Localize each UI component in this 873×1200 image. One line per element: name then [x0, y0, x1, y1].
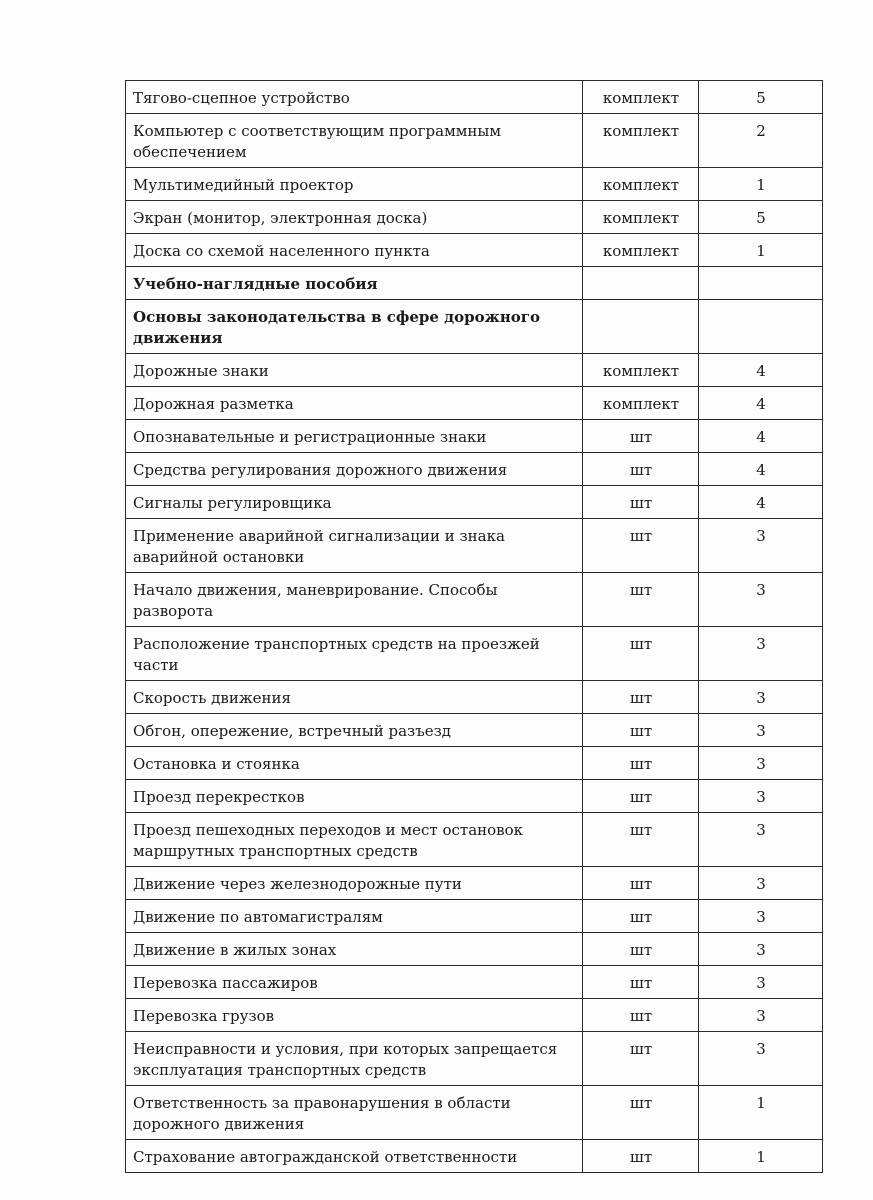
unit-cell: комплект: [583, 387, 699, 420]
unit-cell: шт: [583, 681, 699, 714]
quantity-cell: 3: [699, 867, 823, 900]
section-row: [126, 300, 823, 354]
unit-cell: шт: [583, 933, 699, 966]
unit-cell: шт: [583, 486, 699, 519]
unit-cell: шт: [583, 747, 699, 780]
quantity-cell: 3: [699, 519, 823, 573]
unit-cell: шт: [583, 420, 699, 453]
quantity-cell: 4: [699, 387, 823, 420]
table-row: [126, 234, 823, 267]
quantity-cell: 4: [699, 354, 823, 387]
unit-cell: шт: [583, 867, 699, 900]
item-name-cell: Опознавательные и регистрационные знаки: [126, 420, 583, 453]
item-name-cell: Движение в жилых зонах: [126, 933, 583, 966]
item-name-cell: Проезд перекрестков: [126, 780, 583, 813]
item-name-cell: Доска со схемой населенного пункта: [126, 234, 583, 267]
item-name-cell: Мультимедийный проектор: [126, 168, 583, 201]
item-name-cell: Расположение транспортных средств на проезжей части: [126, 627, 583, 681]
item-name-cell: Учебно-наглядные пособия: [126, 267, 583, 300]
table-row: [126, 780, 823, 813]
unit-cell: шт: [583, 1086, 699, 1140]
table-row: [126, 867, 823, 900]
item-name-cell: Применение аварийной сигнализации и знака аварийной остановки: [126, 519, 583, 573]
quantity-cell: 4: [699, 420, 823, 453]
quantity-cell: 3: [699, 933, 823, 966]
item-name-cell: Дорожные знаки: [126, 354, 583, 387]
table-row: [126, 1032, 823, 1086]
quantity-cell: [699, 267, 823, 300]
table-row: [126, 420, 823, 453]
item-name-cell: Тягово-сцепное устройство: [126, 81, 583, 114]
item-name-cell: Перевозка пассажиров: [126, 966, 583, 999]
item-name-cell: Сигналы регулировщика: [126, 486, 583, 519]
item-name-cell: Движение по автомагистралям: [126, 900, 583, 933]
equipment-table-body: [126, 81, 823, 1173]
unit-cell: шт: [583, 1032, 699, 1086]
quantity-cell: 3: [699, 966, 823, 999]
table-row: [126, 201, 823, 234]
table-row: [126, 1086, 823, 1140]
item-name-cell: Обгон, опережение, встречный разъезд: [126, 714, 583, 747]
table-row: [126, 1140, 823, 1173]
quantity-cell: 2: [699, 114, 823, 168]
quantity-cell: 4: [699, 486, 823, 519]
quantity-cell: 3: [699, 714, 823, 747]
table-row: [126, 966, 823, 999]
item-name-cell: Перевозка грузов: [126, 999, 583, 1032]
quantity-cell: 3: [699, 780, 823, 813]
unit-cell: шт: [583, 627, 699, 681]
table-row: [126, 573, 823, 627]
table-row: [126, 681, 823, 714]
table-row: [126, 999, 823, 1032]
table-row: [126, 714, 823, 747]
item-name-cell: Основы законодательства в сфере дорожного движения: [126, 300, 583, 354]
table-row: [126, 81, 823, 114]
item-name-cell: Средства регулирования дорожного движения: [126, 453, 583, 486]
table-row: [126, 813, 823, 867]
quantity-cell: 3: [699, 900, 823, 933]
quantity-cell: 1: [699, 234, 823, 267]
table-row: [126, 486, 823, 519]
item-name-cell: Компьютер с соответствующим программным обеспечением: [126, 114, 583, 168]
item-name-cell: Неисправности и условия, при которых запрещается эксплуатация транспортных средств: [126, 1032, 583, 1086]
unit-cell: шт: [583, 813, 699, 867]
unit-cell: шт: [583, 780, 699, 813]
unit-cell: комплект: [583, 234, 699, 267]
quantity-cell: 1: [699, 168, 823, 201]
unit-cell: [583, 267, 699, 300]
unit-cell: шт: [583, 900, 699, 933]
unit-cell: комплект: [583, 201, 699, 234]
unit-cell: шт: [583, 453, 699, 486]
item-name-cell: Экран (монитор, электронная доска): [126, 201, 583, 234]
table-row: [126, 168, 823, 201]
table-row: [126, 387, 823, 420]
item-name-cell: Проезд пешеходных переходов и мест остановок маршрутных транспортных средств: [126, 813, 583, 867]
quantity-cell: 4: [699, 453, 823, 486]
unit-cell: [583, 300, 699, 354]
quantity-cell: 1: [699, 1086, 823, 1140]
table-row: [126, 354, 823, 387]
quantity-cell: 3: [699, 681, 823, 714]
unit-cell: шт: [583, 714, 699, 747]
quantity-cell: 5: [699, 201, 823, 234]
item-name-cell: Движение через железнодорожные пути: [126, 867, 583, 900]
quantity-cell: 1: [699, 1140, 823, 1173]
quantity-cell: 3: [699, 1032, 823, 1086]
table-row: [126, 627, 823, 681]
unit-cell: комплект: [583, 114, 699, 168]
table-row: [126, 519, 823, 573]
unit-cell: шт: [583, 999, 699, 1032]
table-row: [126, 900, 823, 933]
unit-cell: шт: [583, 1140, 699, 1173]
quantity-cell: 3: [699, 999, 823, 1032]
table-row: [126, 453, 823, 486]
section-row: [126, 267, 823, 300]
unit-cell: шт: [583, 573, 699, 627]
quantity-cell: 3: [699, 627, 823, 681]
quantity-cell: 5: [699, 81, 823, 114]
item-name-cell: Остановка и стоянка: [126, 747, 583, 780]
quantity-cell: 3: [699, 573, 823, 627]
unit-cell: комплект: [583, 354, 699, 387]
item-name-cell: Начало движения, маневрирование. Способы разворота: [126, 573, 583, 627]
item-name-cell: Дорожная разметка: [126, 387, 583, 420]
unit-cell: комплект: [583, 168, 699, 201]
equipment-table: [125, 80, 823, 1173]
quantity-cell: 3: [699, 747, 823, 780]
quantity-cell: 3: [699, 813, 823, 867]
table-row: [126, 747, 823, 780]
table-row: [126, 114, 823, 168]
quantity-cell: [699, 300, 823, 354]
item-name-cell: Страхование автогражданской ответственности: [126, 1140, 583, 1173]
table-row: [126, 933, 823, 966]
unit-cell: шт: [583, 966, 699, 999]
unit-cell: шт: [583, 519, 699, 573]
item-name-cell: Ответственность за правонарушения в области дорожного движения: [126, 1086, 583, 1140]
unit-cell: комплект: [583, 81, 699, 114]
item-name-cell: Скорость движения: [126, 681, 583, 714]
